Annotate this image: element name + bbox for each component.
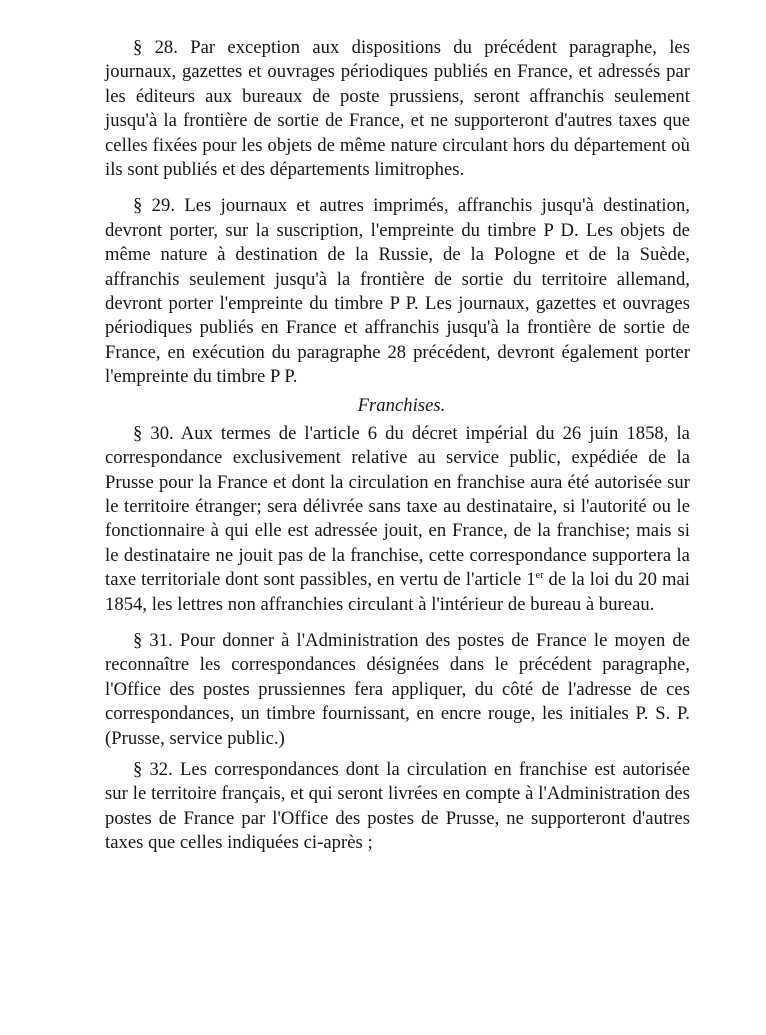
paragraph-text: Pour donner à l'Administration des postes de France le moyen de reconnaître les correspondances désignées dans le précédent paragraphe, l'Office des postes prussiennes fera appliquer, du côté de l'adresse de ces correspondances, un timbre fournissant, en encre rouge, les initiales P. S. P. (Prusse, service public.): [105, 629, 690, 749]
spacer: [105, 182, 690, 194]
spacer: [105, 617, 690, 629]
paragraph-number: § 32.: [133, 758, 173, 780]
paragraph-number: § 28.: [133, 37, 178, 58]
paragraph-28: [105, 36, 690, 182]
paragraph-text: Par exception aux dispositions du précédent paragraphe, les journaux, gazettes et ouvrages périodiques publiés en France, et adressés par les éditeurs aux bureaux de poste prussiens, seront affranchis seulement jusqu'à la frontière de sortie de France, et ne supporteront d'autres taxes que celles fixées pour les objets de même nature circulant hors du département où ils sont publiés et des départements limitrophes.: [105, 37, 691, 181]
paragraph-number: § 31.: [133, 629, 173, 651]
superscript: er: [535, 569, 544, 581]
paragraph-30: [105, 422, 690, 617]
section-title: Franchises.: [357, 394, 446, 416]
spacer: [105, 751, 690, 758]
paragraph-text-continued: de la loi du 20 mai 1854, les lettres non affranchies circulant à l'intérieur de bureau à bureau.: [105, 569, 690, 615]
paragraph-text: Les correspondances dont la circulation en franchise est autorisée sur le territoire français, et qui seront livrées en compte à l'Administration des postes de France par l'Office des postes de Prusse, ne supporteront d'autres taxes que celles indiquées ci-après ;: [105, 758, 691, 854]
paragraph-29: [105, 194, 690, 389]
paragraph-32: [105, 758, 690, 856]
paragraph-number: § 30.: [133, 422, 174, 444]
paragraph-text: Aux termes de l'article 6 du décret impérial du 26 juin 1858, la correspondance exclusivement relative au service public, expédiée de la Prusse pour la France et dont la circulation en franchise aura été autorisée sur le territoire étranger; sera délivrée sans taxe au destinataire, si l'autorité ou le fonctionnaire à qui elle est adressée jouit, en France, de la franchise; mais si le destinataire ne jouit pas de la franchise, cette correspondance supportera la taxe territoriale dont sont passibles, en vertu de l'article 1: [105, 422, 690, 591]
paragraph-number: § 29.: [133, 195, 176, 217]
paragraph-31: [105, 629, 690, 751]
paragraph-text: Les journaux et autres imprimés, affranchis jusqu'à destination, devront porter, sur la suscription, l'empreinte du timbre P D. Les objets de même nature à destination de la Russie, de la Pologne et de la Suède, affranchis seulement jusqu'à la frontière de sortie du territoire allemand, devront porter l'empreinte du timbre P P. Les journaux, gazettes et ouvrages périodiques publiés en France et affranchis jusqu'à la frontière de sortie de France, en exécution du paragraphe 28 précédent, devront également porter l'empreinte du timbre P P.: [105, 195, 690, 388]
document-page: [105, 36, 690, 856]
